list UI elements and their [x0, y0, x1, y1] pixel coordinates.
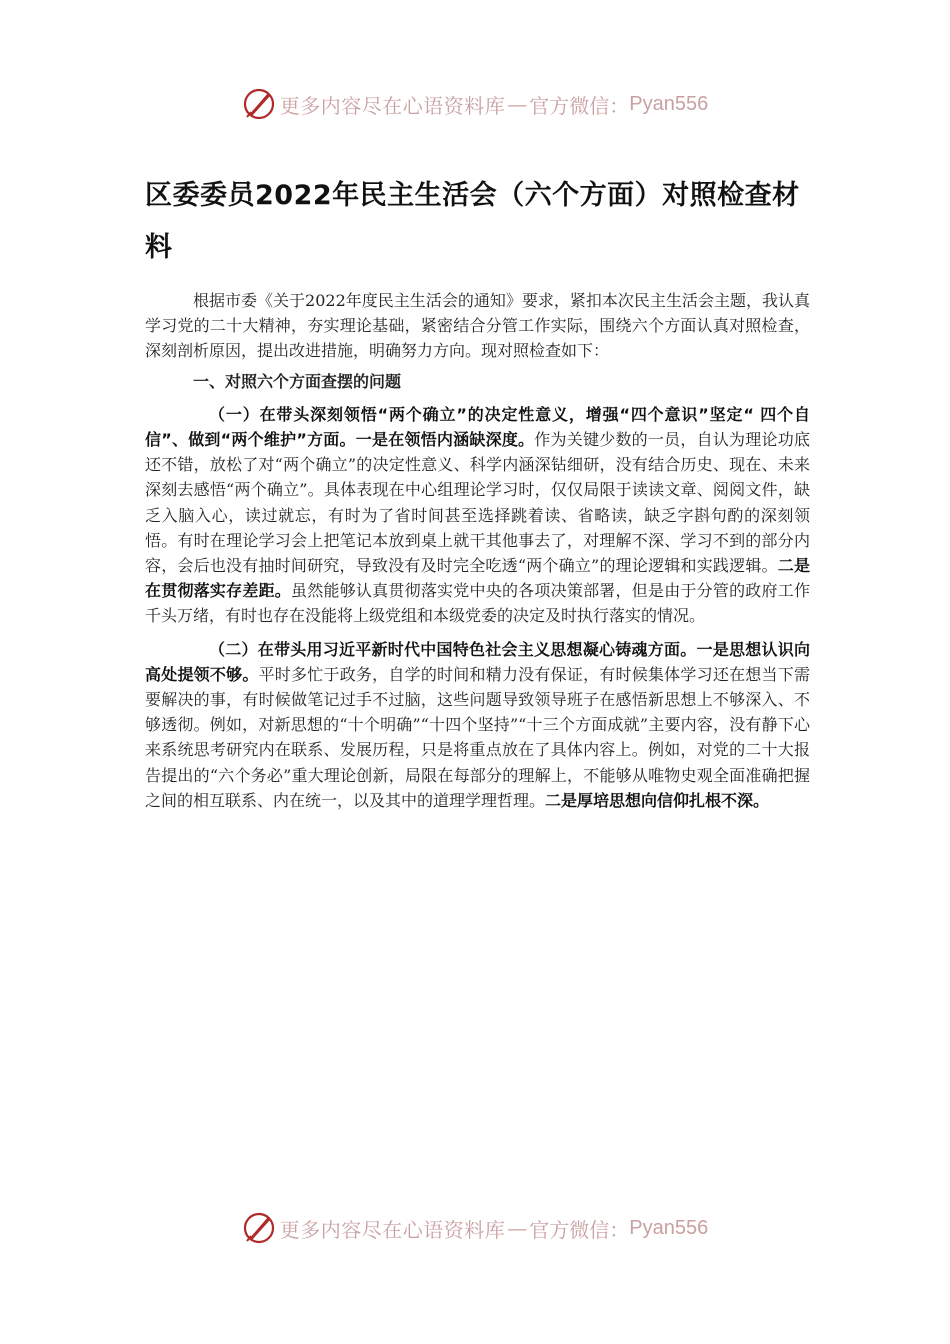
intro-paragraph: 根据市委《关于2022年度民主生活会的通知》要求，紧扣本次民主生活会主题，我认真学习党的二十大精神，夯实理论基础，紧密结合分管工作实际，围绕六个方面认真对照检查，深刻剖析原因，提出改进措施，明确努力方向。现对照检查如下：	[145, 291, 810, 361]
item-paragraph	[145, 637, 810, 813]
watermark-separator: —	[507, 1216, 528, 1240]
item-paragraph	[145, 402, 810, 629]
point-text: 作为关键少数的一员，自认为理论功底还不错，放松了对“两个确立”的决定性意义、科学内涵深钻细研，没有结合历史、现在、未来深刻去感悟“两个确立”。具体表现在中心组理论学习时，仅仅局限于读读文章、阅阅文件，缺乏入脑入心，读过就忘，有时为了省时间甚至选择跳着读、省略读，缺乏字斟句酌的深刻领悟。有时在理论学习会上把笔记本放到桌上就干其他事去了，对理解不深、学习不到的部分内容，会后也没有抽时间研究，导致没有及时完全吃透“两个确立”的理论逻辑和实践逻辑。	[145, 430, 810, 576]
point-label: 二是在贯彻落实存差距。	[145, 556, 810, 601]
item-heading: （二）在带头用习近平新时代中国特色社会主义思想凝心铸魂方面。	[209, 639, 697, 659]
section-heading: 一、对照六个方面查摆的问题	[193, 371, 402, 391]
watermark-wechat-id: Pyan556	[629, 1216, 709, 1239]
watermark-wechat-label: 官方微信：	[529, 1217, 630, 1242]
watermark-text: 更多内容尽在心语资料库	[279, 1217, 506, 1242]
watermark-banner-top	[0, 84, 950, 124]
watermark-wechat-label: 官方微信：	[529, 93, 630, 118]
point-label: 二是厚培思想向信仰扎根不深。	[545, 790, 770, 810]
point-text: 平时多忙于政务，自学的时间和精力没有保证，有时候集体学习还在想当下需要解决的事，有时候做笔记过手不过脑，这些问题导致领导班子在感悟新思想上不够深入、不够透彻。例如，对新思想的“十个明确”“十四个坚持”“十三个方面成就”主要内容，没有静下心来系统思考研究内在联系、发展历程，只是将重点放在了具体内容上。例如，对党的二十大报告提出的“六个务必”重大理论创新，局限在每部分的理解上，不能够从唯物史观全面准确把握之间的相互联系、内在统一，以及其中的道理学理哲理。	[145, 664, 810, 810]
point-text: 虽然能够认真贯彻落实党中央的各项决策部署，但是由于分管的政府工作千头万绪，有时也存在没能将上级党组和本级党委的决定及时执行落实的情况。	[145, 581, 810, 626]
watermark-banner-bottom	[0, 1208, 950, 1248]
watermark-text: 更多内容尽在心语资料库	[279, 93, 506, 118]
point-label: 一是在领悟内涵缺深度。	[355, 430, 535, 450]
watermark-wechat-id: Pyan556	[629, 92, 709, 115]
document-title: 区委委员2022年民主生活会（六个方面）对照检查材料	[145, 180, 800, 263]
point-label: 一是思想认识向高处提领不够。	[145, 639, 810, 684]
document-body	[145, 170, 810, 821]
item-heading: （一）在带头深刻领悟“两个确立”的决定性意义，增强“四个意识”坚定“ 四个自信”、做到“两个维护”方面。	[145, 404, 810, 450]
quill-logo-icon	[242, 87, 276, 121]
watermark-separator: —	[507, 92, 528, 116]
quill-logo-icon	[242, 1211, 276, 1245]
